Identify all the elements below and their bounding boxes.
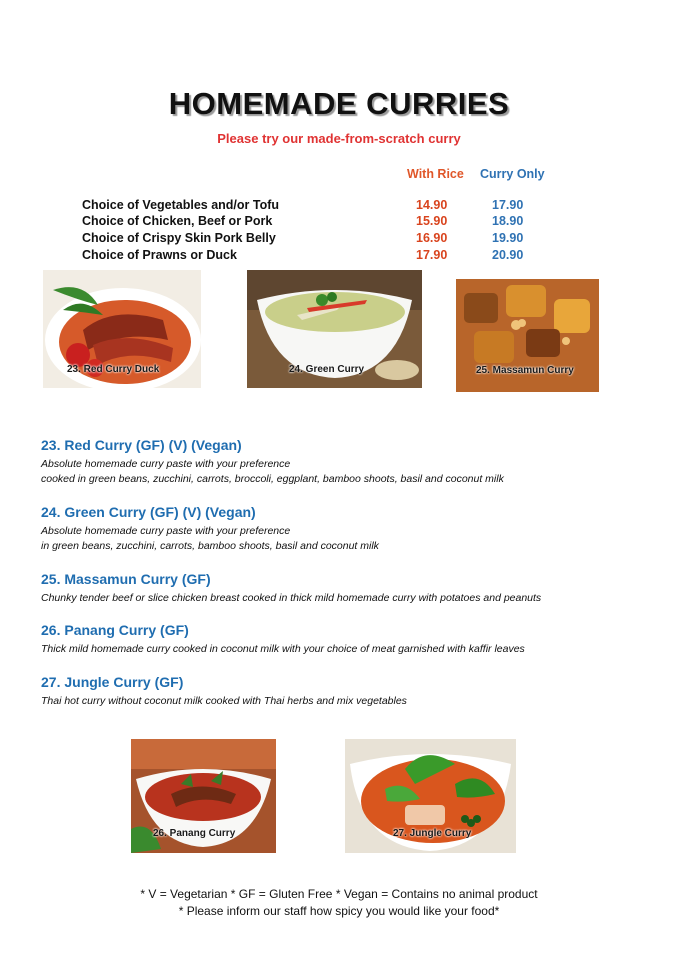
column-header-curry-only: Curry Only (480, 167, 545, 181)
price-with-rice: 15.90 (416, 214, 448, 228)
price-with-rice: 17.90 (416, 248, 448, 262)
page-title: HOMEMADE CURRIES (168, 86, 510, 121)
menu-item-jungle-curry (41, 674, 661, 709)
price-curry-only: 20.90 (492, 248, 524, 262)
photo-caption: 25. Massamun Curry (476, 365, 574, 376)
price-curry-only: 19.90 (492, 231, 524, 245)
menu-item-name: 23. Red Curry (GF) (V) (Vegan) (41, 437, 242, 453)
price-curry-only: 18.90 (492, 214, 524, 228)
photo-caption: 26. Panang Curry (153, 828, 236, 839)
menu-item-desc: Absolute homemade curry paste with your preference (41, 458, 291, 470)
price-row (82, 214, 602, 230)
price-curry-only: 17.90 (492, 198, 524, 212)
menu-item-name: 25. Massamun Curry (GF) (41, 571, 211, 587)
menu-item-name: 26. Panang Curry (GF) (41, 622, 189, 638)
price-row (82, 198, 602, 214)
column-header-with-rice: With Rice (407, 167, 464, 181)
menu-item-desc: Thai hot curry without coconut milk cooked with Thai herbs and mix vegetables (41, 695, 407, 707)
price-row-name: Choice of Chicken, Beef or Pork (82, 214, 273, 228)
menu-item-red-curry (41, 437, 661, 487)
menu-item-massamun-curry (41, 571, 661, 606)
price-row-name: Choice of Vegetables and/or Tofu (82, 198, 280, 212)
menu-item-panang-curry (41, 622, 661, 657)
price-with-rice: 14.90 (416, 198, 448, 212)
photo-caption: 27. Jungle Curry (393, 828, 472, 839)
price-row (82, 231, 602, 247)
photo-massamun-curry (456, 279, 599, 392)
menu-item-desc: in green beans, zucchini, carrots, bamboo shoots, basil and coconut milk (41, 540, 379, 552)
price-row (82, 248, 602, 264)
menu-item-green-curry (41, 504, 661, 554)
photo-panang-curry (131, 739, 276, 853)
menu-item-desc: Absolute homemade curry paste with your preference (41, 525, 291, 537)
page-subtitle: Please try our made-from-scratch curry (217, 131, 461, 146)
photo-red-curry-duck (43, 270, 201, 388)
photo-caption: 23. Red Curry Duck (67, 364, 160, 375)
photo-caption: 24. Green Curry (289, 364, 365, 375)
spice-note: * Please inform our staff how spicy you would like your food* (178, 904, 500, 918)
photo-jungle-curry (345, 739, 516, 853)
price-row-name: Choice of Prawns or Duck (82, 248, 237, 262)
photo-green-curry (247, 270, 422, 388)
dietary-legend: * V = Vegetarian * GF = Gluten Free * Vegan = Contains no animal product (140, 887, 538, 901)
menu-item-name: 27. Jungle Curry (GF) (41, 674, 184, 690)
price-row-name: Choice of Crispy Skin Pork Belly (82, 231, 276, 245)
menu-item-desc: Thick mild homemade curry cooked in coconut milk with your choice of meat garnished with kaffir leaves (41, 643, 525, 655)
menu-item-name: 24. Green Curry (GF) (V) (Vegan) (41, 504, 256, 520)
menu-item-desc: Chunky tender beef or slice chicken breast cooked in thick mild homemade curry with potatoes and peanuts (41, 592, 542, 604)
price-with-rice: 16.90 (416, 231, 448, 245)
menu-item-desc: cooked in green beans, zucchini, carrots, broccoli, eggplant, bamboo shoots, basil and coconut milk (41, 473, 504, 485)
